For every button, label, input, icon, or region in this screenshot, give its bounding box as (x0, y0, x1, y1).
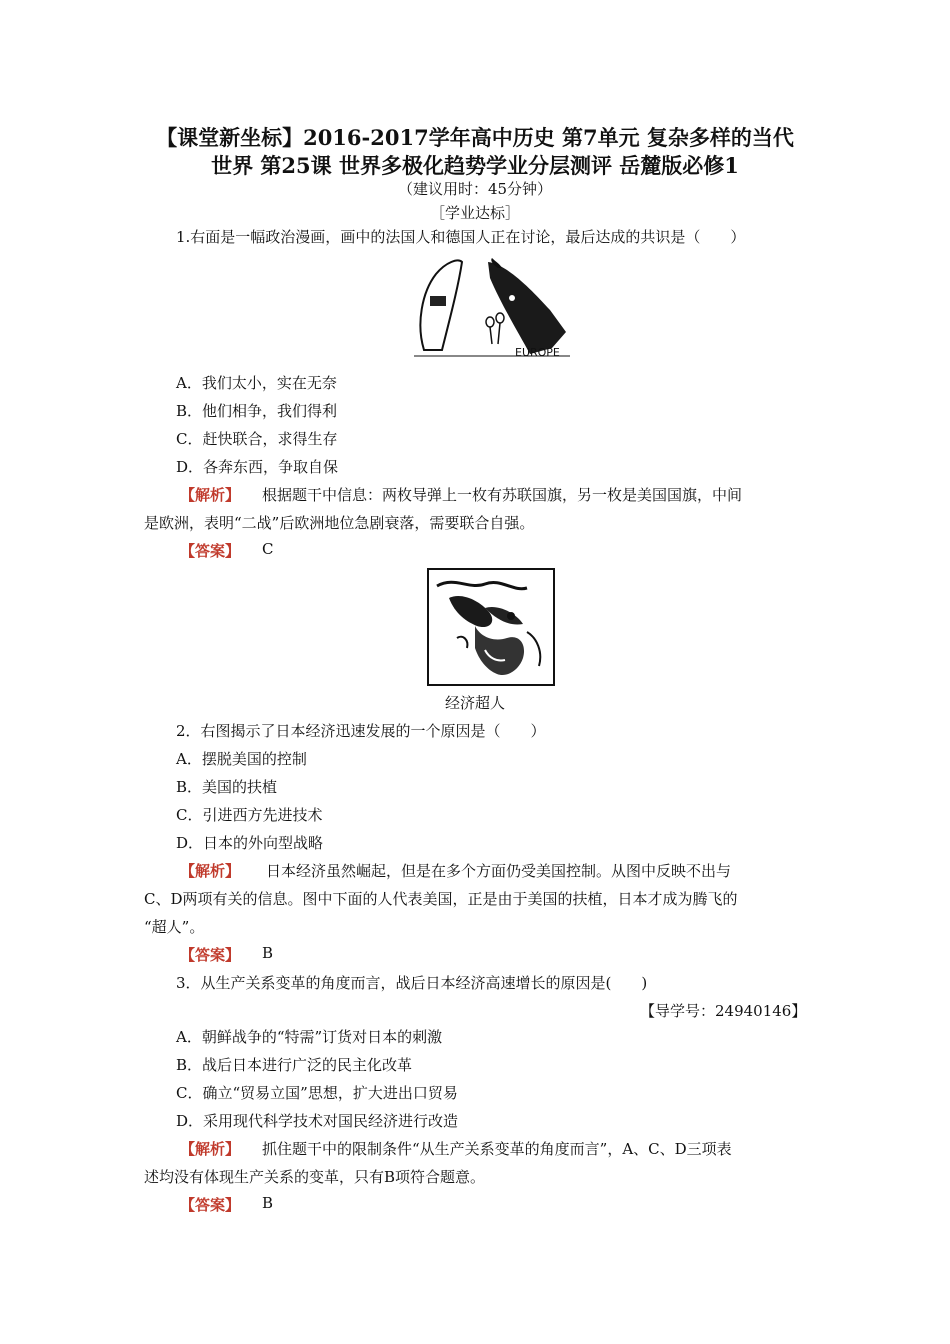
q2-option-b: B．美国的扶植 (176, 778, 278, 796)
q2-analysis-line-2: C、D两项有关的信息。图中下面的人代表美国，正是由于美国的扶植，日本才成为腾飞的 (144, 890, 738, 908)
q2-analysis-line-3: “超人”。 (144, 918, 205, 936)
q1-option-d: D．各奔东西，争取自保 (176, 458, 339, 476)
q1-analysis-line-1: 根据题干中信息：两枚导弹上一枚有苏联国旗，另一枚是美国国旗，中间 (262, 486, 743, 504)
q2-analysis-line-1: 日本经济虽然崛起，但是在多个方面仍受美国控制。从图中反映不出与 (266, 862, 732, 880)
q3-analysis-line-2: 述均没有体现生产关系的变革，只有B项符合题意。 (144, 1168, 486, 1186)
section-heading: ［学业达标］ (429, 204, 520, 222)
q3-stem: 3．从生产关系变革的角度而言，战后日本经济高速增长的原因是( ) (176, 974, 648, 992)
title-line-2: 世界 第25课 世界多极化趋势学业分层测评 岳麓版必修1 (211, 153, 739, 178)
q1-stem: 1.右面是一幅政治漫画，画中的法国人和德国人正在讨论，最后达成的共识是（ ） (176, 228, 746, 246)
suggested-time: （建议用时：45分钟） (397, 180, 553, 198)
q2-stem: 2．右图揭示了日本经济迅速发展的一个原因是（ ） (176, 722, 546, 740)
q2-option-c: C．引进西方先进技术 (176, 806, 323, 824)
q2-answer: B (262, 944, 274, 962)
q2-option-a: A．摆脱美国的控制 (176, 750, 307, 768)
q3-option-a: A．朝鲜战争的“特需”订货对日本的刺激 (176, 1028, 443, 1046)
q2-analysis-tag: 【解析】 (180, 862, 241, 880)
q1-answer: C (262, 540, 274, 558)
q2-answer-tag: 【答案】 (180, 946, 241, 964)
europe-label: EUROPE (515, 346, 560, 359)
q1-option-a: A．我们太小，实在无奈 (176, 374, 337, 392)
q3-analysis-line-1: 抓住题干中的限制条件“从生产关系变革的角度而言”，A、C、D三项表 (262, 1140, 732, 1158)
economic-superman-image (427, 568, 555, 686)
q1-answer-tag: 【答案】 (180, 542, 241, 560)
q3-option-b: B．战后日本进行广泛的民主化改革 (176, 1056, 413, 1074)
q3-answer-tag: 【答案】 (180, 1196, 241, 1214)
q3-answer: B (262, 1194, 274, 1212)
q3-guide-number: 【导学号：24940146】 (640, 1002, 807, 1020)
q1-option-c: C．赶快联合，求得生存 (176, 430, 338, 448)
title-line-1: 【课堂新坐标】2016-2017学年高中历史 第7单元 复杂多样的当代 (156, 125, 794, 150)
q1-option-b: B．他们相争，我们得利 (176, 402, 338, 420)
q3-option-d: D．采用现代科学技术对国民经济进行改造 (176, 1112, 459, 1130)
q3-analysis-tag: 【解析】 (180, 1140, 241, 1158)
q2-option-d: D．日本的外向型战略 (176, 834, 324, 852)
q2-figure-caption: 经济超人 (444, 694, 505, 712)
q1-analysis-tag: 【解析】 (180, 486, 241, 504)
q1-analysis-line-2: 是欧洲，表明“二战”后欧洲地位急剧衰落，需要联合自强。 (144, 514, 535, 532)
q3-option-c: C．确立“贸易立国”思想，扩大进出口贸易 (176, 1084, 458, 1102)
